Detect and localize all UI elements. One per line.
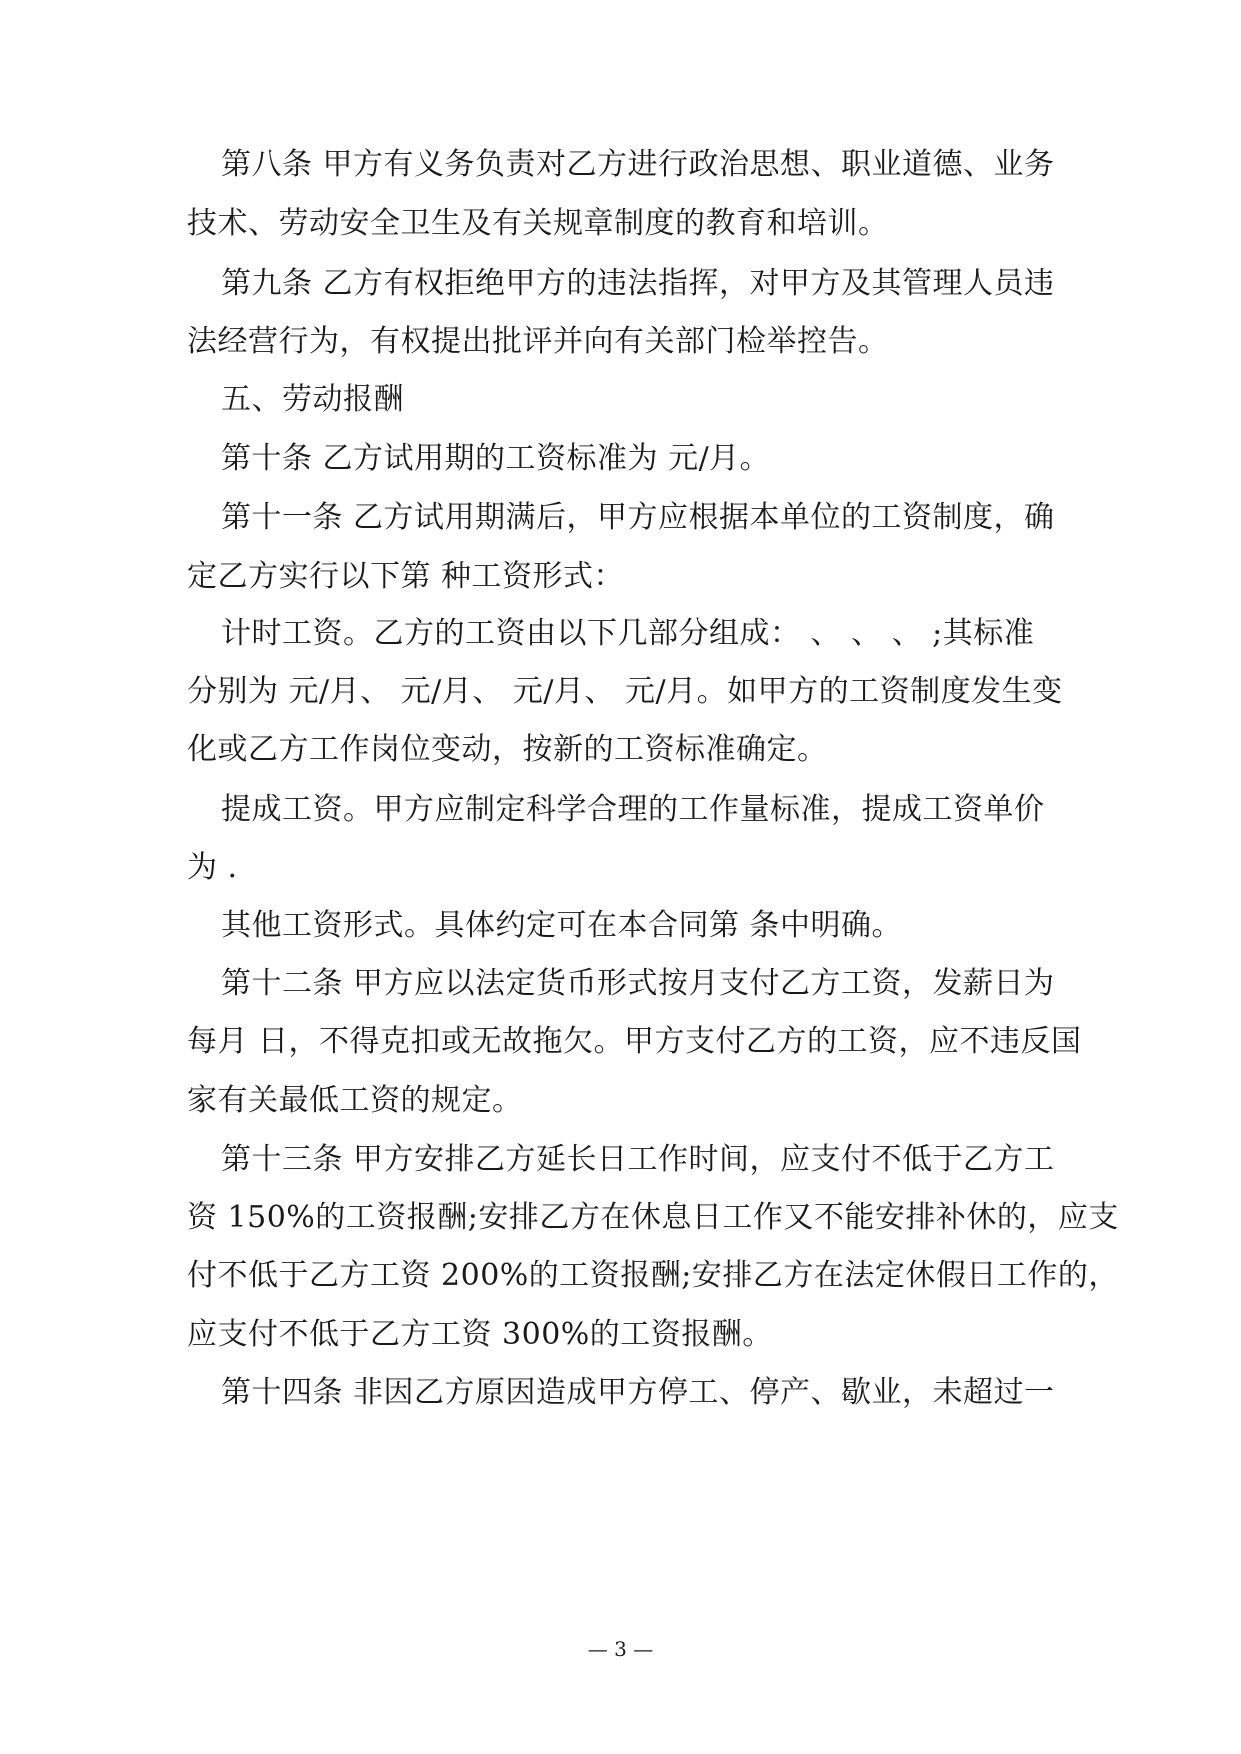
text-line: 计时工资。乙方的工资由以下几部分组成： 、 、 、 ;其标准 (221, 616, 1035, 651)
text-line: 付不低于乙方工资 200%的工资报酬;安排乙方在法定休假日工作的， (187, 1258, 1119, 1293)
text-line: 应支付不低于乙方工资 300%的工资报酬。 (187, 1317, 773, 1352)
text-line: 化或乙方工作岗位变动，按新的工资标准确定。 (187, 732, 828, 767)
text-line: 法经营行为，有权提出批评并向有关部门检举控告。 (187, 324, 889, 359)
text-line: 每月 日，不得克扣或无故拖欠。甲方支付乙方的工资，应不违反国 (187, 1024, 1082, 1059)
text-line: 第十二条 甲方应以法定货币形式按月支付乙方工资，发薪日为 (221, 966, 1055, 1001)
text-line: 第十条 乙方试用期的工资标准为 元/月。 (221, 441, 771, 476)
text-line: 第八条 甲方有义务负责对乙方进行政治思想、职业道德、业务 (221, 147, 1055, 182)
text-line: 第十四条 非因乙方原因造成甲方停工、停产、歇业，未超过一 (221, 1375, 1055, 1410)
text-line: 其他工资形式。具体约定可在本合同第 条中明确。 (221, 908, 903, 943)
text-line: 第十三条 甲方安排乙方延长日工作时间，应支付不低于乙方工 (221, 1142, 1055, 1177)
section-heading: 五、劳动报酬 (221, 382, 404, 417)
text-line: 第十一条 乙方试用期满后，甲方应根据本单位的工资制度，确 (221, 500, 1055, 535)
text-line: 资 150%的工资报酬;安排乙方在休息日工作又不能安排补休的，应支 (187, 1200, 1119, 1235)
text-line: 第九条 乙方有权拒绝甲方的违法指挥，对甲方及其管理人员违 (221, 266, 1055, 301)
text-line: 分别为 元/月、 元/月、 元/月、 元/月。如甲方的工资制度发生变 (187, 674, 1063, 709)
text-line: 定乙方实行以下第 种工资形式： (187, 559, 625, 594)
page-number: — 3 — (587, 1637, 654, 1661)
text-line: 提成工资。甲方应制定科学合理的工作量标准，提成工资单价 (221, 792, 1045, 827)
text-line: 技术、劳动安全卫生及有关规章制度的教育和培训。 (187, 206, 889, 241)
text-line: 家有关最低工资的规定。 (187, 1083, 523, 1118)
text-line: 为 . (187, 850, 238, 885)
